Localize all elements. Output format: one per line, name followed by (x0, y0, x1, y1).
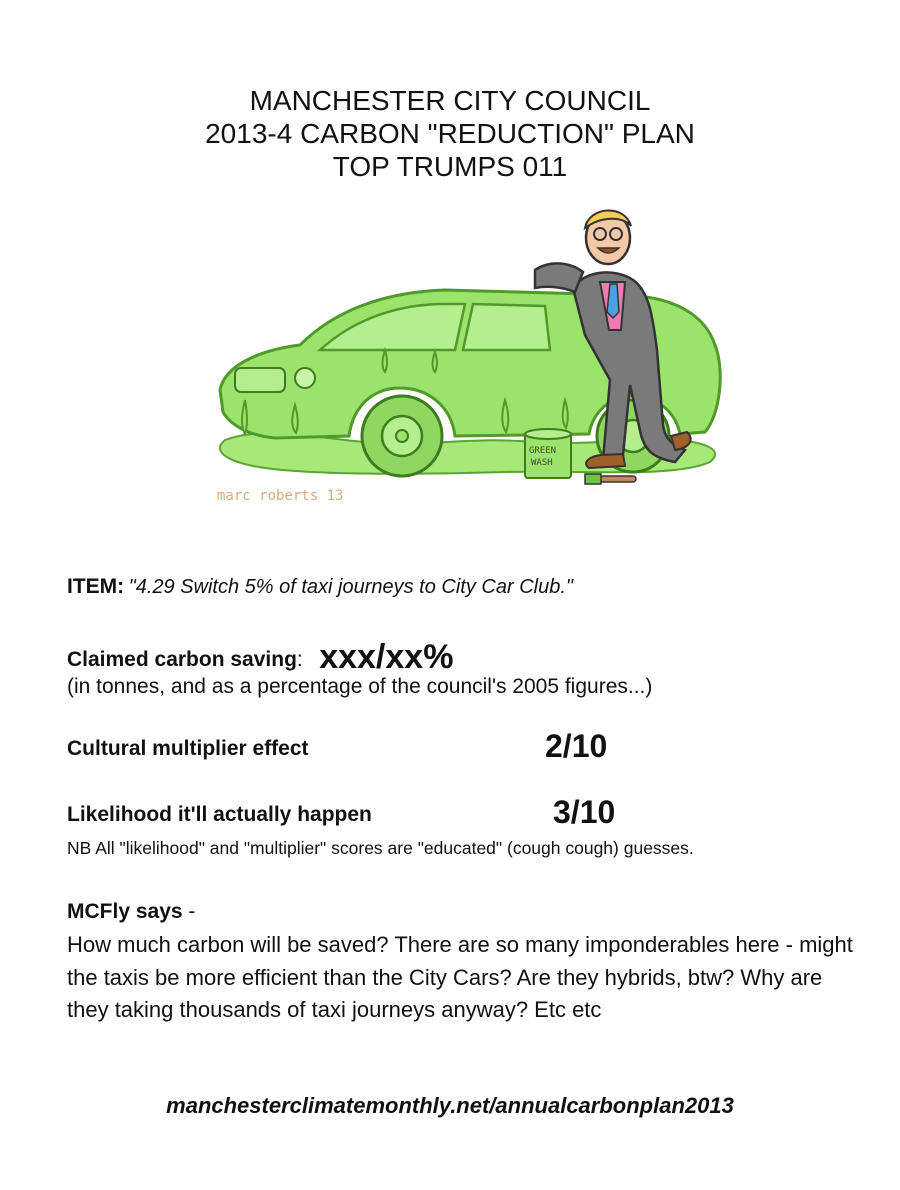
mcfly-heading (67, 900, 195, 924)
greenwash-car-cartoon (205, 200, 735, 510)
carbon-saving-note: (in tonnes, and as a percentage of the council's 2005 figures...) (67, 675, 653, 698)
car-grille (235, 368, 285, 392)
title-line-1: MANCHESTER CITY COUNCIL (249, 85, 651, 116)
can-label-wash: WASH (531, 458, 553, 468)
carbon-saving-value: xxx/xx% (319, 638, 454, 676)
mcfly-suffix: - (182, 900, 196, 923)
likelihood-score: 3/10 (553, 794, 616, 830)
green-wash-paint-can (525, 429, 571, 478)
multiplier-score: 2/10 (545, 728, 608, 764)
illustrator-credit: marc roberts 13 (217, 488, 344, 504)
carbon-saving-label: Claimed carbon saving (67, 648, 297, 671)
multiplier-label: Cultural multiplier effect (67, 737, 309, 760)
item-row (67, 575, 573, 599)
title-line-2: 2013-4 CARBON "REDUCTION" PLAN (205, 118, 695, 149)
paint-brush (585, 474, 636, 484)
nb-note: NB All "likelihood" and "multiplier" scores are "educated" (cough cough) guesses. (67, 838, 694, 858)
carbon-saving-row (67, 638, 453, 677)
footer-url-link[interactable]: manchesterclimatemonthly.net/annualcarbonplan2013 (166, 1093, 734, 1118)
carbon-saving-colon: : (296, 648, 303, 671)
can-label-green: GREEN (529, 446, 557, 456)
car-side-window (463, 304, 550, 350)
mcfly-label: MCFly says (67, 900, 183, 923)
item-label: ITEM: (67, 575, 125, 598)
car-headlight (295, 368, 315, 388)
car-front-wheel (362, 396, 442, 476)
likelihood-label: Likelihood it'll actually happen (67, 803, 372, 826)
title-line-3: TOP TRUMPS 011 (332, 151, 568, 182)
mcfly-body-text: How much carbon will be saved? There are so many imponderables here - might the taxis be more efficient than the City Cars? Are they hybrids, btw? Why are they taking thousands of taxi journeys anyway? Etc etc (67, 932, 853, 1022)
item-text: "4.29 Switch 5% of taxi journeys to City Car Club." (128, 576, 573, 598)
